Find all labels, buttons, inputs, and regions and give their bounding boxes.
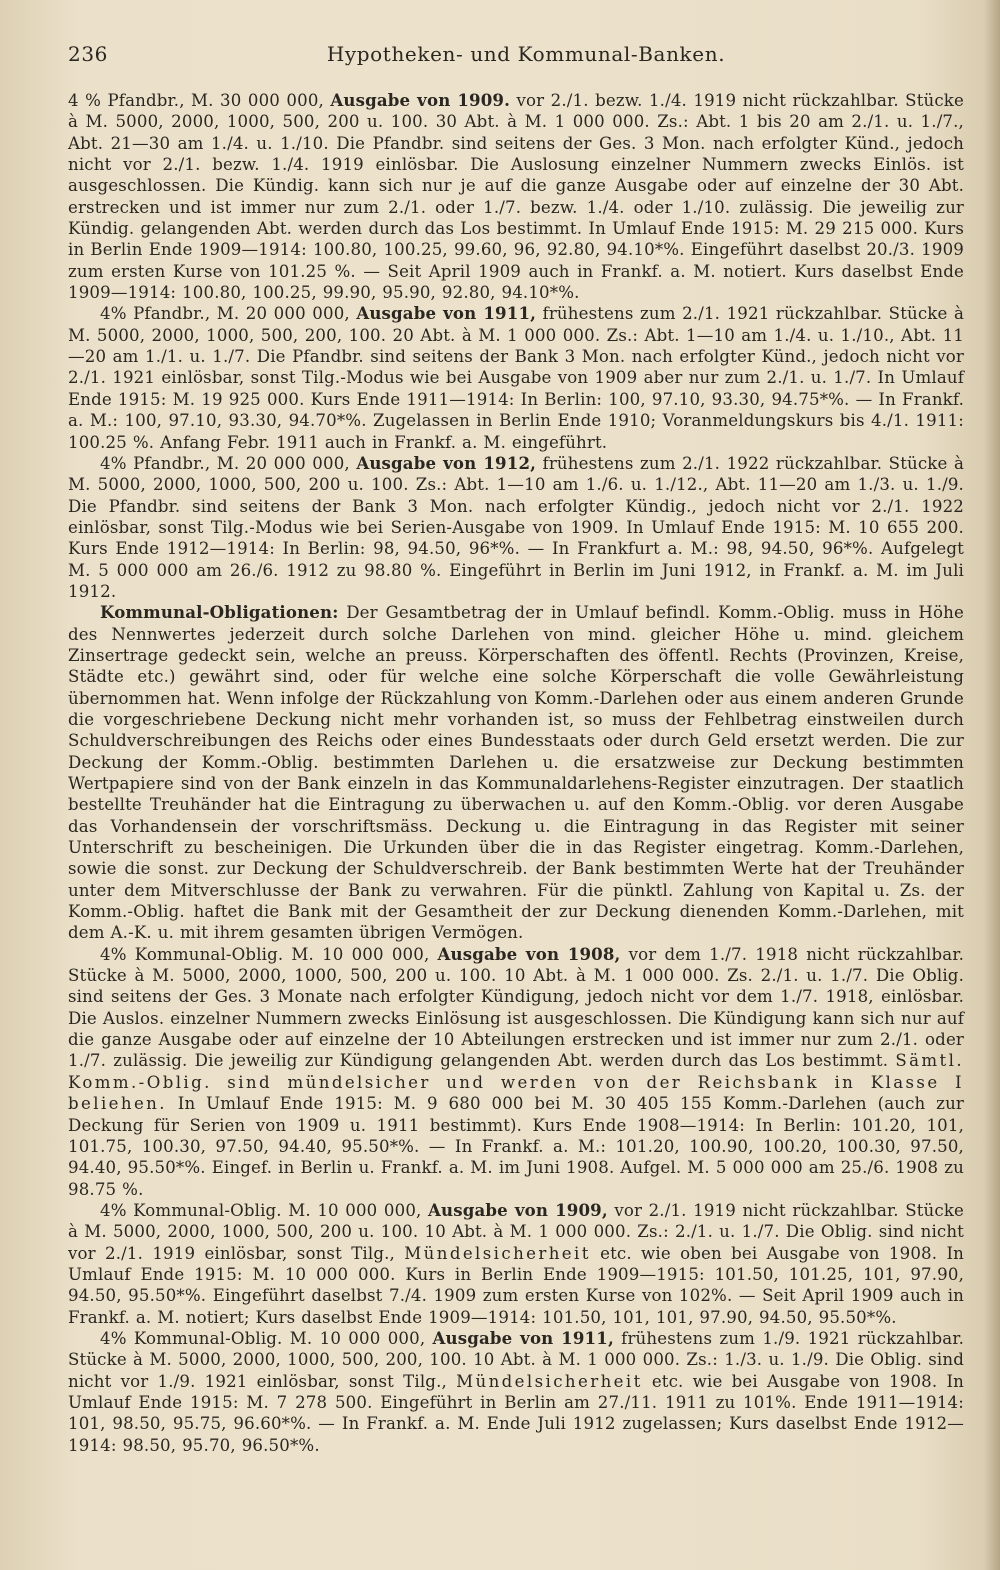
paragraph-kommunal-1909: [68, 1200, 964, 1328]
paragraph-text: vor 2./1. 1919 nicht rückzahlbar. Stücke à M. 5000, 2000, 1000, 500, 200 u. 100. 10 Abt. à M. 1 000 000. Zs.: 2./1. u. 1./7. Die Oblig. sind nicht vor 2./1. 1919 einlösbar, sonst Tilg.,: [68, 1200, 964, 1263]
page-number: 236: [68, 42, 108, 66]
paragraph-lead: 4 % Pfandbr., M. 30 000 000,: [68, 91, 331, 110]
paragraph-lead: 4% Kommunal-Oblig. M. 10 000 000,: [100, 1328, 433, 1348]
paragraph-lead: 4% Pfandbr., M. 20 000 000,: [100, 453, 357, 473]
paragraph-pfandbr-1912: [68, 453, 964, 602]
paragraph-text: vor 2./1. bezw. 1./4. 1919 nicht rückzahlbar. Stücke à M. 5000, 2000, 1000, 500, 200 u. 100. 30 Abt. à M. 1 000 000. Zs.: Abt. 1 bis 20 am 2./1. u. 1./7., Abt. 21—30 am 1./4. u. 1./10. Die Pfandbr. sind seitens der Ges. 3 Mon. nach erfolgter Künd., jedoch nicht vor 2./1. bezw. 1./4. 1919 einlösbar. Die Auslosung einzelner Nummern zwecks Einlös. ist ausgeschlossen. Die Kündig. kann sich nur je auf die ganze Ausgabe oder auf einzelne der 30 Abt. erstrecken und ist immer nur zum 2./1. oder 1./7. bezw. 1./4. oder 1./10. zulässig. Die jeweilig zur Kündig. gelangenden Abt. werden durch das Los bestimmt. In Umlauf Ende 1915: M. 29 215 000. Kurs in Berlin Ende 1909—1914: 100.80, 100.25, 99.60, 96, 92.80, 94.10*%. Eingeführt daselbst 20./3. 1909 zum ersten Kurse von 101.25 %. — Seit April 1909 auch in Frankf. a. M. notiert. Kurs daselbst Ende 1909—1914: 100.80, 100.25, 99.90, 95.90, 92.80, 94.10*%.: [68, 91, 964, 303]
paragraph-lead: 4% Pfandbr., M. 20 000 000,: [100, 304, 357, 324]
body-text: [68, 90, 964, 1456]
paragraph-lead: 4% Kommunal-Oblig. M. 10 000 000,: [100, 944, 438, 964]
running-title: Hypotheken- und Kommunal-Banken.: [326, 42, 726, 66]
paragraph-pfandbr-1911: [68, 303, 964, 452]
paragraph-heading: Ausgabe von 1911,: [356, 303, 537, 324]
paragraph-text: Der Gesamtbetrag der in Umlauf befindl. Komm.-Oblig. muss in Höhe des Nennwertes jederzeit durch solche Darlehen von mind. gleicher Höhe u. mind. gleichem Zinsertrage gedeckt sein, welche an preuss. Körperschaften des öffentl. Rechts (Provinzen, Kreise, Städte etc.) gewährt sind, oder für welche eine solche Körperschaft die volle Gewährleistung übernommen hat. Wenn infolge der Rückzahlung von Komm.-Darlehen oder aus einem anderen Grunde die vorgeschriebene Deckung nicht mehr vorhanden ist, so muss der Fehlbetrag einstweilen durch Schuldverschreibungen des Reichs oder eines Bundesstaats oder durch Geld ersetzt werden. Die zur Deckung der Komm.-Oblig. bestimmten Darlehen u. die ersatzweise zur Deckung bestimmten Wertpapiere sind von der Bank einzeln in das Kommunaldarlehens-Register einzutragen. Der staatlich bestellte Treuhänder hat die Eintragung zu überwachen u. auf den Komm.-Oblig. vor deren Ausgabe das Vorhandensein der vorschriftsmäss. Deckung u. die Eintragung in das Register mit seiner Unterschrift zu bescheinigen. Die Urkunden über die in das Register eingetrag. Komm.-Darlehen, sowie die sonst. zur Deckung der Schuldverschreib. der Bank bestimmten Werte hat der Treuhänder unter dem Mitverschlusse der Bank zu verwahren. Für die pünktl. Zahlung von Kapital u. Zs. der Komm.-Oblig. haftet die Bank mit der Gesamtheit der zur Deckung dienenden Komm.-Darlehen, mit dem A.-K. u. mit ihrem gesamten übrigen Vermögen.: [68, 603, 964, 943]
paragraph-text-continued: In Umlauf Ende 1915: M. 9 680 000 bei M. 30 405 155 Komm.-Darlehen (auch zur Deckung für Serien von 1909 u. 1911 bestimmt). Kurs Ende 1908—1914: In Berlin: 101.20, 101, 101.75, 100.30, 97.50, 94.40, 95.50*%. — In Frankf. a. M.: 101.20, 100.90, 100.20, 100.30, 97.50, 94.40, 95.50*%. Eingef. in Berlin u. Frankf. a. M. im Juni 1908. Aufgel. M. 5 000 000 am 25./6. 1908 zu 98.75 %.: [68, 1094, 964, 1199]
spaced-emphasis: Mündelsicherheit: [456, 1371, 643, 1391]
paragraph-pfandbr-1909: [68, 90, 964, 303]
spaced-emphasis: Mündelsicherheit: [404, 1243, 591, 1263]
paragraph-text: vor dem 1./7. 1918 nicht rückzahlbar. Stücke à M. 5000, 2000, 1000, 500, 200 u. 100. 10 Abt. à M. 1 000 000. Zs. 2./1. u. 1./7. Die Oblig. sind seitens der Ges. 3 Monate nach erfolgter Kündigung, jedoch nicht vor dem 1./7. 1918, einlösbar. Die Auslos. einzelner Nummern zwecks Einlösung ist ausgeschlossen. Die Kündigung kann sich nur auf die ganze Ausgabe oder auf einzelne der 10 Abteilungen erstrecken und ist immer nur zum 2./1. oder 1./7. zulässig. Die jeweilig zur Kündigung gelangenden Abt. werden durch das Los bestimmt.: [68, 944, 965, 1071]
page-header: [68, 42, 964, 72]
paragraph-heading: Ausgabe von 1908,: [437, 943, 621, 964]
paragraph-lead: 4% Kommunal-Oblig. M. 10 000 000,: [100, 1200, 428, 1220]
paragraph-heading: Ausgabe von 1912,: [356, 452, 537, 473]
paragraph-kommunal-1911: [68, 1328, 964, 1456]
paragraph-text: frühestens zum 1./9. 1921 rückzahlbar. Stücke à M. 5000, 2000, 1000, 500, 200, 100. 10 Abt. à M. 1 000 000. Zs.: 1./3. u. 1./9. Die Oblig. sind nicht vor 1./9. 1921 einlösbar, sonst Tilg.,: [68, 1328, 965, 1391]
paragraph-kommunal-1908: [68, 944, 964, 1200]
paragraph-heading: Ausgabe von 1909,: [427, 1199, 608, 1220]
paragraph-text: frühestens zum 2./1. 1921 rückzahlbar. Stücke à M. 5000, 2000, 1000, 500, 200, 100. 20 Abt. à M. 1 000 000. Zs.: Abt. 1—10 am 1./4. u. 1./10., Abt. 11—20 am 1./1. u. 1./7. Die Pfandbr. sind seitens der Bank 3 Mon. nach erfolgter Künd., jedoch nicht vor 2./1. 1921 einlösbar, sonst Tilg.-Modus wie bei Ausgabe von 1909 aber nur zum 2./1. u. 1./7. In Umlauf Ende 1915: M. 19 925 000. Kurs Ende 1911—1914: In Berlin: 100, 97.10, 93.30, 94.75*%. — In Frankf. a. M.: 100, 97.10, 93.30, 94.70*%. Zugelassen in Berlin Ende 1910; Voranmeldungskurs bis 4./1. 1911: 100.25 %. Anfang Febr. 1911 auch in Frankf. a. M. eingeführt.: [68, 304, 964, 452]
paragraph-heading: Ausgabe von 1909.: [330, 90, 511, 110]
spaced-emphasis: Sämtl. Komm.-Oblig. sind mündelsicher und werden von der Reichsbank in Klasse I beliehen.: [68, 1051, 964, 1114]
paragraph-text-continued: etc. wie bei Ausgabe von 1908. In Umlauf Ende 1915: M. 7 278 500. Eingeführt in Berlin am 27./11. 1911 zu 101%. Ende 1911—1914: 101, 98.50, 95.75, 96.60*%. — In Frankf. a. M. Ende Juli 1912 zugelassen; Kurs daselbst Ende 1912—1914: 98.50, 95.70, 96.50*%.: [68, 1371, 964, 1455]
paragraph-kommunal-obligationen: [68, 602, 964, 944]
paragraph-text: frühestens zum 2./1. 1922 rückzahlbar. Stücke à M. 5000, 2000, 1000, 500, 200 u. 100. Zs.: Abt. 1—10 am 1./6. u. 1./12., Abt. 11—20 am 1./3. u. 1./9. Die Pfandbr. sind seitens der Bank 3 Mon. nach erfolgter Kündig., jedoch nicht vor 2./1. 1922 einlösbar, sonst Tilg.-Modus wie bei Serien-Ausgabe von 1909. In Umlauf Ende 1915: M. 10 655 200. Kurs Ende 1912—1914: In Berlin: 98, 94.50, 96*%. — In Frankfurt a. M.: 98, 94.50, 96*%. Aufgelegt M. 5 000 000 am 26./6. 1912 zu 98.80 %. Eingeführt in Berlin im Juni 1912, in Frankf. a. M. im Juli 1912.: [68, 453, 964, 601]
section-heading: Kommunal-Obligationen:: [100, 602, 339, 623]
paragraph-heading: Ausgabe von 1911,: [432, 1327, 614, 1348]
paragraph-text-continued: etc. wie oben bei Ausgabe von 1908. In Umlauf Ende 1915: M. 10 000 000. Kurs in Berlin Ende 1909—1915: 101.50, 101.25, 101, 97.90, 94.50, 95.50*%. Eingeführt daselbst 7./4. 1909 zum ersten Kurse von 102%. — Seit April 1909 auch in Frankf. a. M. notiert; Kurs daselbst Ende 1909—1914: 101.50, 101, 101, 97.90, 94.50, 95.50*%.: [68, 1243, 964, 1327]
